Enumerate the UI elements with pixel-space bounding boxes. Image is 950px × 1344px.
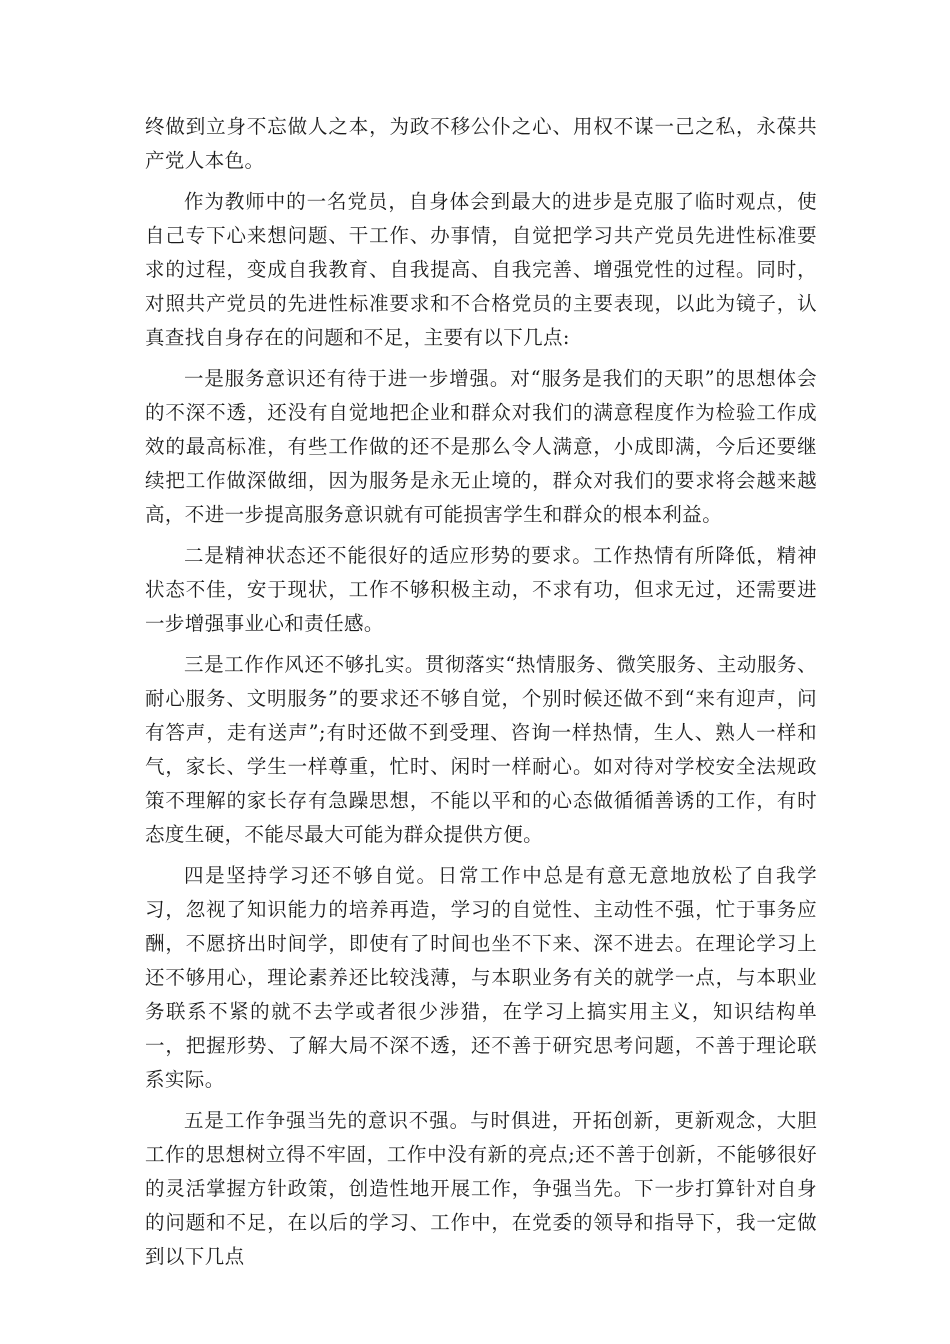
document-body [145,110,817,1281]
paragraph-self-assessment-intro: 作为教师中的一名党员，自身体会到最大的进步是克服了临时观点，使自己专下心来想问题、干工作、办事情，自觉把学习共产党员先进性标准要求的过程，变成自我教育、自我提高、自我完善、增强党性的过程。同时，对照共产党员的先进性标准要求和不合格党员的主要表现，以此为镜子，认真查找自身存在的问题和不足，主要有以下几点: [145,190,817,349]
paragraph-continuation: 终做到立身不忘做人之本，为政不移公仆之心、用权不谋一己之私，永葆共产党人本色。 [145,115,817,172]
paragraph-point-three: 三是工作作风还不够扎实。贯彻落实“热情服务、微笑服务、主动服务、耐心服务、文明服务”的要求还不够自觉，个别时候还做不到“来有迎声，问有答声，走有送声”;有时还做不到受理、咨询一样热情，生人、熟人一样和气，家长、学生一样尊重，忙时、闲时一样耐心。如对待对学校安全法规政策不理解的家长存有急躁思想，不能以平和的心态做循循善诱的工作，有时态度生硬，不能尽最大可能为群众提供方便。 [145,653,817,846]
paragraph-point-one: 一是服务意识还有待于进一步增强。对“服务是我们的天职”的思想体会的不深不透，还没有自觉地把企业和群众对我们的满意程度作为检验工作成效的最高标准，有些工作做的还不是那么令人满意，小成即满，今后还要继续把工作做深做细，因为服务是永无止境的，群众对我们的要求将会越来越高，不进一步提高服务意识就有可能损害学生和群众的根本利益。 [145,367,817,526]
paragraph-point-five: 五是工作争强当先的意识不强。与时俱进，开拓创新，更新观念，大胆工作的思想树立得不牢固，工作中没有新的亮点;还不善于创新，不能够很好的灵活掌握方针政策，创造性地开展工作，争强当先。下一步打算针对自身的问题和不足，在以后的学习、工作中，在党委的领导和指导下，我一定做到以下几点 [145,1109,817,1268]
paragraph-point-two: 二是精神状态还不能很好的适应形势的要求。工作热情有所降低，精神状态不佳，安于现状，工作不够积极主动，不求有功，但求无过，还需要进一步增强事业心和责任感。 [145,544,817,635]
paragraph-point-four: 四是坚持学习还不够自觉。日常工作中总是有意无意地放松了自我学习，忽视了知识能力的培养再造，学习的自觉性、主动性不强，忙于事务应酬，不愿挤出时间学，即使有了时间也坐不下来、深不进去。在理论学习上还不够用心，理论素养还比较浅薄，与本职业务有关的就学一点，与本职业务联系不紧的就不去学或者很少涉猎，在学习上搞实用主义，知识结构单一，把握形势、了解大局不深不透，还不善于研究思考问题，不善于理论联系实际。 [145,864,817,1091]
